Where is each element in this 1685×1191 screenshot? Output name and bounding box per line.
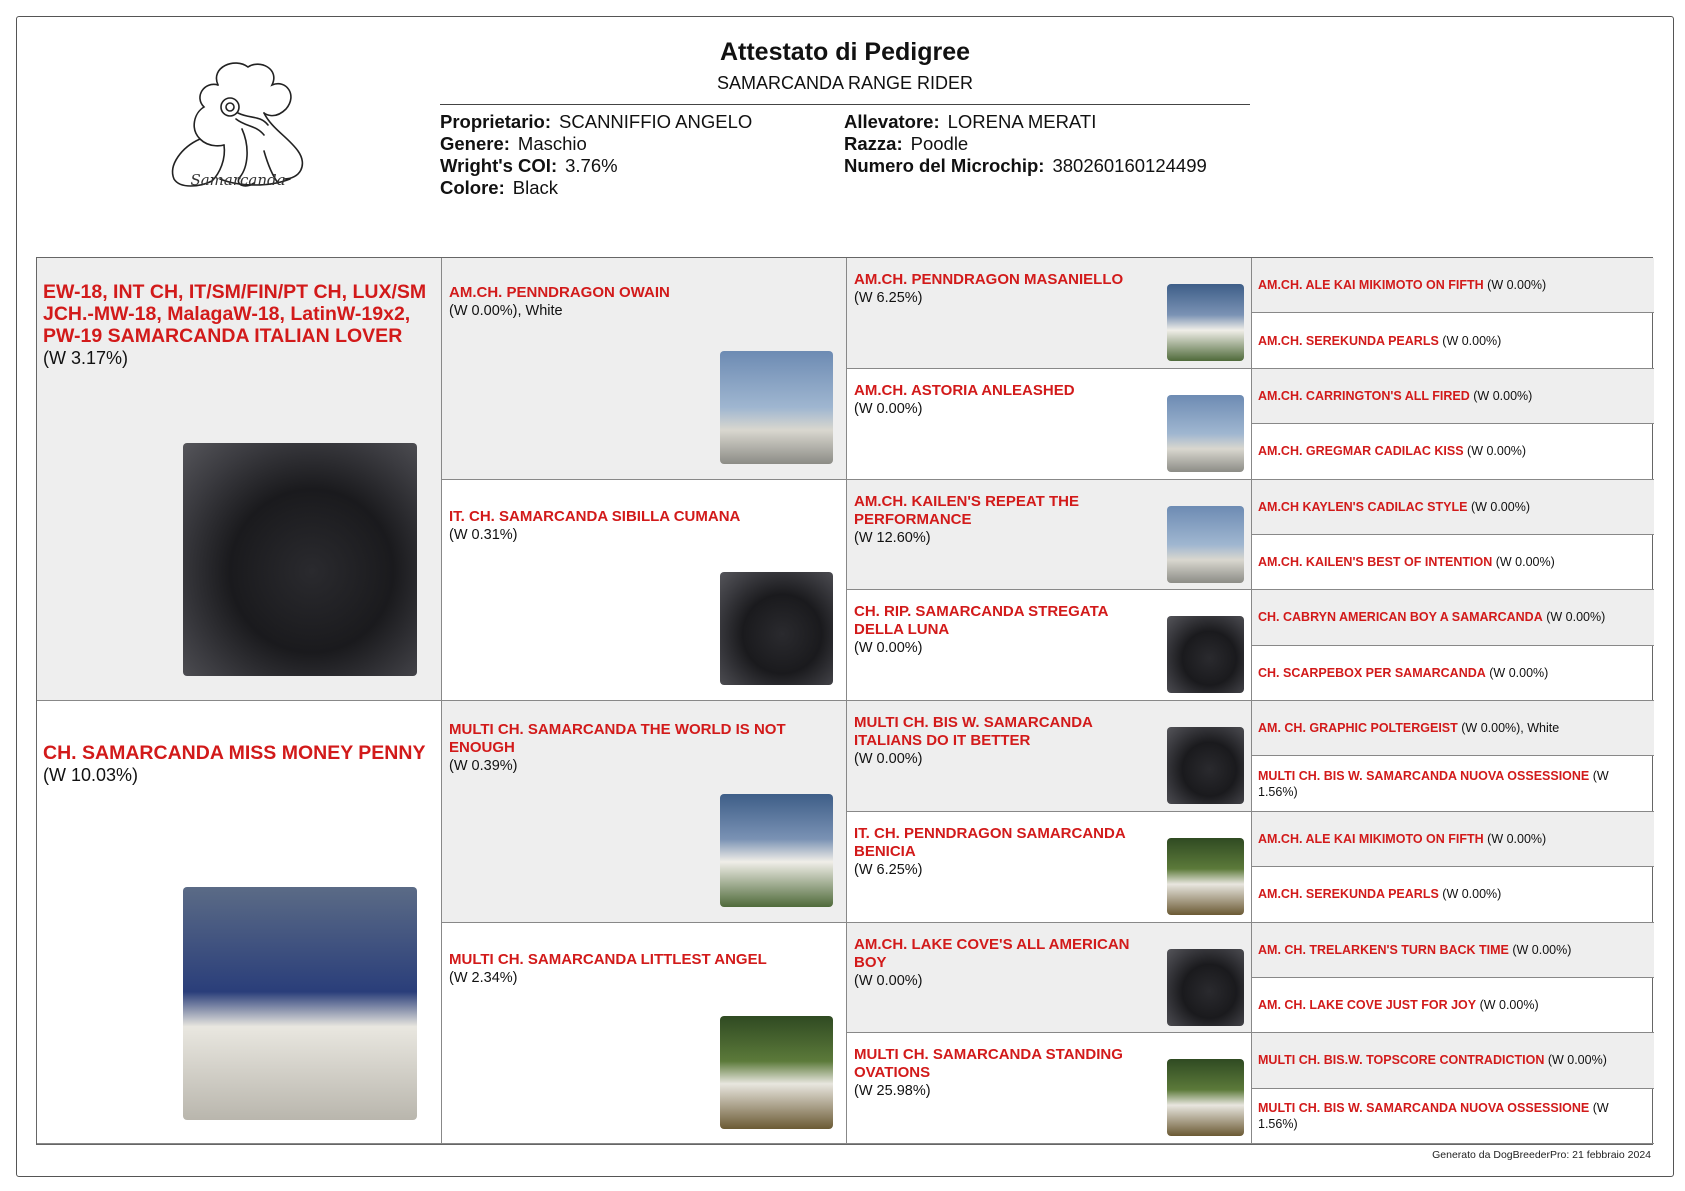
microchip-row: Numero del Microchip: 380260160124499 (844, 155, 1207, 176)
dog-name: MULTI CH. BIS W. SAMARCANDA NUOVA OSSESSIONE (1258, 768, 1590, 783)
coi-value: (W 6.25%) (854, 290, 923, 306)
gender-row: Genere: Maschio (440, 133, 587, 154)
great-grandparent-cell (847, 701, 1252, 812)
dog-name: AM.CH. GREGMAR CADILAC KISS (1258, 444, 1464, 459)
breeder-row: Allevatore: LORENA MERATI (844, 111, 1097, 132)
coi-value: (W 10.03%) (43, 765, 139, 785)
generated-footer: Generato da DogBreederPro: 21 febbraio 2024 (1432, 1149, 1651, 1161)
dog-name: AM.CH. KAILEN'S REPEAT THE PERFORMANCE (854, 492, 1079, 528)
ancestor-entry (1258, 1100, 1643, 1132)
great-great-grandparent-cell (1252, 258, 1654, 313)
ancestor-entry (1258, 499, 1643, 515)
dog-name: AM.CH. KAILEN'S BEST OF INTENTION (1258, 555, 1493, 570)
ancestor-entry (1258, 831, 1643, 847)
page-title: Attestato di Pedigree (719, 38, 971, 66)
white-poodle-flowers-photo (1167, 949, 1244, 1026)
coi-value: (W 0.00%) (1485, 665, 1549, 680)
dog-name-subtitle: SAMARCANDA RANGE RIDER (716, 73, 974, 93)
dog-name: AM.CH. SEREKUNDA PEARLS (1258, 333, 1439, 348)
dog-name: AM.CH. SEREKUNDA PEARLS (1258, 887, 1439, 902)
coi-value: (W 0.00%) (1483, 831, 1547, 846)
great-great-grandparent-cell (1252, 923, 1654, 978)
dog-name: MULTI CH. SAMARCANDA LITTLEST ANGEL (449, 950, 767, 968)
breeder-info (844, 111, 1207, 177)
great-great-grandparent-cell (1252, 590, 1654, 645)
white-poodle-garden-photo (720, 1016, 833, 1129)
black-poodle-head-photo (183, 443, 417, 676)
coi-value: (W 0.00%) (854, 972, 923, 989)
great-grandparent-cell (847, 1033, 1252, 1144)
dog-name: MULTI CH. BIS.W. TOPSCORE CONTRADICTION (1258, 1053, 1545, 1068)
great-great-grandparent-cell (1252, 535, 1654, 590)
ancestor-entry (1258, 1052, 1643, 1068)
coi-value: (W 0.00%) (854, 751, 923, 767)
coi-value: (W 1.56%) (1258, 768, 1609, 799)
grandparent-cell (442, 480, 847, 702)
black-poodle-stack-photo (1167, 506, 1244, 583)
great-great-grandparent-cell (1252, 480, 1654, 535)
dog-name: IT. CH. PENNDRAGON SAMARCANDA BENICIA (854, 824, 1126, 860)
coi-value: (W 0.00%), White (449, 303, 563, 319)
grandparent-cell (442, 923, 847, 1145)
coi-value: (W 0.00%) (1438, 333, 1502, 348)
dog-name: CH. SAMARCANDA MISS MONEY PENNY (43, 742, 426, 764)
dog-name: MULTI CH. SAMARCANDA STANDING OVATIONS (854, 1046, 1123, 1082)
ancestor-entry (1258, 997, 1643, 1013)
coi-value: (W 25.98%) (854, 1083, 931, 1100)
coi-value: (W 6.25%) (854, 861, 923, 878)
black-poodle-face-photo (720, 572, 833, 685)
great-great-grandparent-cell (1252, 1089, 1654, 1144)
owner-info (440, 111, 752, 199)
coi-value: (W 0.31%) (449, 526, 518, 543)
great-great-grandparent-cell (1252, 646, 1654, 701)
parent-cell (37, 701, 442, 1144)
ancestor-entry (1258, 388, 1643, 404)
great-grandparent-cell (847, 258, 1252, 369)
dog-name: MULTI CH. SAMARCANDA THE WORLD IS NOT ENOUGH (449, 721, 786, 756)
breed-row: Razza: Poodle (844, 133, 969, 154)
great-great-grandparent-cell (1252, 756, 1654, 811)
great-great-grandparent-cell (1252, 424, 1654, 479)
great-great-grandparent-cell (1252, 313, 1654, 368)
dog-name: CH. CABRYN AMERICAN BOY A SAMARCANDA (1258, 610, 1543, 625)
coi-value: (W 0.39%) (449, 758, 518, 774)
coi-value: (W 0.00%), White (1457, 721, 1560, 736)
dog-name: EW-18, INT CH, IT/SM/FIN/PT CH, LUX/SM JCH.-MW-18, MalagaW-18, LatinW-19x2, PW-19 SAMARCANDA ITALIAN LOVER (43, 281, 427, 347)
dog-name: AM.CH. CARRINGTON'S ALL FIRED (1258, 388, 1470, 403)
ancestor-entry (1258, 554, 1643, 570)
great-great-grandparent-cell (1252, 867, 1654, 922)
cream-poodle-grass-photo (1167, 838, 1244, 915)
white-poodle-green-carpet-photo (1167, 1059, 1244, 1136)
dog-name: AM.CH. ALE KAI MIKIMOTO ON FIFTH (1258, 831, 1484, 846)
great-great-grandparent-cell (1252, 1033, 1654, 1088)
great-grandparent-cell (847, 369, 1252, 480)
header-divider (440, 104, 1250, 105)
dog-name: MULTI CH. BIS W. SAMARCANDA ITALIANS DO IT BETTER (854, 714, 1093, 749)
dog-name: AM.CH. ALE KAI MIKIMOTO ON FIFTH (1258, 278, 1484, 293)
grandparent-cell (442, 258, 847, 480)
dog-name: MULTI CH. BIS W. SAMARCANDA NUOVA OSSESSIONE (1258, 1100, 1590, 1115)
coi-value: (W 1.56%) (1258, 1100, 1609, 1131)
grandparent-cell (442, 701, 847, 923)
ancestor-entry (1258, 942, 1643, 958)
dog-name: AM.CH. PENNDRAGON OWAIN (449, 284, 670, 301)
coi-value: (W 0.00%) (1463, 444, 1527, 459)
great-great-grandparent-cell (1252, 812, 1654, 867)
dog-name: AM.CH KAYLEN'S CADILAC STYLE (1258, 499, 1468, 514)
coi-value: (W 0.00%) (1508, 942, 1572, 957)
owner-row: Proprietario: SCANNIFFIO ANGELO (440, 111, 753, 132)
great-grandparent-cell (847, 923, 1252, 1034)
coi-value: (W 0.00%) (854, 400, 923, 417)
ancestor-entry (1258, 720, 1643, 736)
great-great-grandparent-cell (1252, 369, 1654, 424)
great-great-grandparent-cell (1252, 978, 1654, 1033)
dog-name: AM.CH. ASTORIA ANLEASHED (854, 381, 1075, 399)
coi-row: Wright's COI: 3.76% (440, 155, 618, 176)
dog-name: AM. CH. LAKE COVE JUST FOR JOY (1258, 998, 1477, 1013)
color-row: Colore: Black (440, 177, 558, 198)
coi-value: (W 0.00%) (854, 640, 923, 657)
ancestor-entry (1258, 443, 1643, 459)
coi-value: (W 0.00%) (1542, 610, 1606, 625)
white-poodle-handler-photo (720, 351, 833, 464)
ancestor-entry (1258, 768, 1643, 800)
great-grandparent-cell (847, 590, 1252, 701)
ancestor-entry (1258, 277, 1643, 293)
dog-name: AM. CH. GRAPHIC POLTERGEIST (1258, 721, 1458, 736)
black-poodle-portrait-photo (1167, 616, 1244, 693)
coi-value: (W 0.00%) (1476, 998, 1539, 1013)
parent-cell (37, 258, 442, 701)
coi-value: (W 0.00%) (1438, 887, 1502, 902)
coi-value: (W 0.00%) (1483, 278, 1547, 293)
great-great-grandparent-cell (1252, 701, 1654, 756)
great-grandparent-cell (847, 812, 1252, 923)
coi-value: (W 0.00%) (1492, 555, 1555, 570)
dog-name: AM.CH. LAKE COVE'S ALL AMERICAN BOY (854, 935, 1130, 971)
white-poodle-blue-backdrop-photo (720, 794, 833, 907)
dog-name: IT. CH. SAMARCANDA SIBILLA CUMANA (449, 507, 741, 525)
white-poodle-ring-photo (1167, 727, 1244, 804)
show-ring-photo (1167, 284, 1244, 361)
coi-value: (W 0.00%) (1544, 1053, 1607, 1068)
coi-value: (W 3.17%) (43, 348, 129, 368)
svg-text:Samarcanda: Samarcanda (190, 171, 286, 189)
coi-value: (W 0.00%) (1469, 388, 1533, 403)
ancestor-entry (1258, 333, 1643, 349)
coi-value: (W 2.34%) (449, 969, 518, 986)
great-grandparent-cell (847, 480, 1252, 591)
coi-value: (W 0.00%) (1467, 499, 1530, 514)
dog-name: AM.CH. PENNDRAGON MASANIELLO (854, 271, 1124, 288)
coi-value: (W 12.60%) (854, 529, 931, 546)
dog-name: AM. CH. TRELARKEN'S TURN BACK TIME (1258, 942, 1509, 957)
ancestor-entry (1258, 609, 1643, 625)
ancestor-entry (1258, 886, 1643, 902)
dog-name: CH. RIP. SAMARCANDA STREGATA DELLA LUNA (854, 603, 1108, 639)
samarcanda-logo (160, 55, 325, 205)
white-poodle-show-photo (183, 887, 417, 1120)
dog-name: CH. SCARPEBOX PER SAMARCANDA (1258, 665, 1486, 680)
ancestor-entry (1258, 665, 1643, 681)
pedigree-table (36, 257, 1653, 1145)
award-ceremony-photo (1167, 395, 1244, 472)
